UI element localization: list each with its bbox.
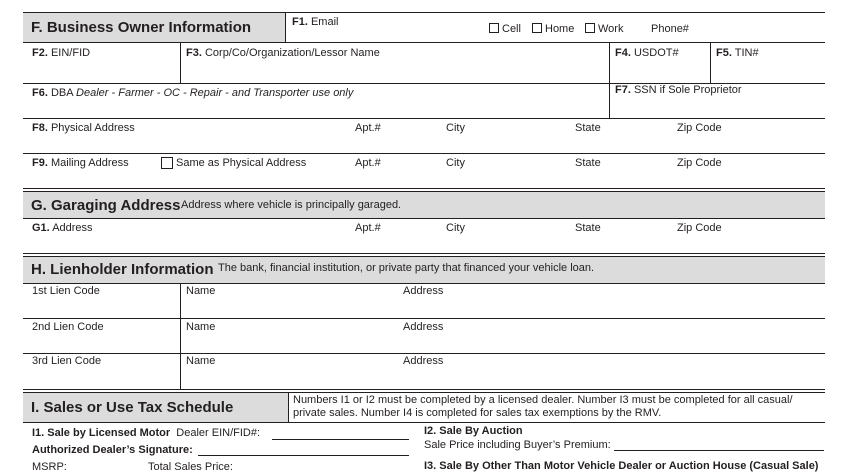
- rule: [23, 353, 825, 354]
- phone-label: Phone#: [651, 23, 689, 35]
- city-label: City: [446, 157, 465, 169]
- msrp-label: MSRP:: [32, 461, 67, 473]
- field-number: F3.: [186, 47, 202, 59]
- checkbox-work[interactable]: [585, 23, 595, 33]
- lien-code-label: 1st Lien Code: [32, 285, 100, 297]
- same-as-physical-label: Same as Physical Address: [176, 157, 307, 169]
- i1-signature-label: Authorized Dealer’s Signature:: [32, 444, 193, 456]
- rule: [23, 422, 825, 423]
- rule: [23, 253, 825, 254]
- phone-home-option[interactable]: [532, 23, 574, 35]
- field-number: F1.: [292, 16, 308, 28]
- section-h-subtitle: The bank, financial institution, or private party that financed your vehicle loan.: [218, 262, 595, 274]
- rule: [609, 42, 610, 118]
- rule: [23, 118, 825, 119]
- field-label: Email: [310, 16, 339, 28]
- checkbox-cell[interactable]: [489, 23, 499, 33]
- lien-name-label: Name: [186, 285, 216, 297]
- dba-label: [32, 87, 353, 99]
- corp-name-label: [186, 47, 380, 59]
- phone-cell-option[interactable]: [489, 23, 521, 35]
- ein-fid-label: [32, 47, 90, 59]
- lien-name-label: Name: [186, 355, 216, 367]
- lien-name-label: Name: [186, 321, 216, 333]
- rule: [180, 42, 181, 83]
- same-as-physical-checkbox[interactable]: [161, 157, 173, 169]
- section-h-title: H. Lienholder Information: [31, 261, 214, 278]
- total-sales-label: Total Sales Price:: [148, 461, 233, 473]
- field-label: Corp/Co/Organization/Lessor Name: [204, 47, 380, 59]
- field-number: F2.: [32, 47, 48, 59]
- email-field[interactable]: [286, 28, 476, 42]
- lien-code-label: 3rd Lien Code: [32, 355, 102, 367]
- lien-address-label: Address: [403, 285, 444, 297]
- field-label: DBA: [50, 87, 73, 99]
- rule: [180, 283, 181, 389]
- rule: [23, 283, 825, 284]
- zip-label: Zip Code: [677, 157, 722, 169]
- field-number: F5.: [716, 47, 732, 59]
- garaging-address-label: [32, 222, 93, 234]
- rule: [710, 42, 711, 83]
- rule: [23, 191, 825, 192]
- rule: [23, 389, 825, 390]
- tin-label: [716, 47, 759, 59]
- state-label: State: [575, 222, 601, 234]
- checkbox-home[interactable]: [532, 23, 542, 33]
- i2-title: I2. Sale By Auction: [424, 425, 523, 437]
- rule: [23, 392, 825, 393]
- i1-line: [32, 427, 260, 439]
- section-i-note: Numbers I1 or I2 must be completed by a licensed dealer. Number I3 must be completed for all casual/ private sales. Number I4 is completed for sales tax exemptions by the RMV.: [293, 394, 793, 419]
- section-g-title: G. Garaging Address: [31, 197, 181, 214]
- rule: [23, 12, 825, 13]
- field-label: Address: [52, 222, 93, 234]
- state-label: State: [575, 122, 601, 134]
- field-label: SSN if Sole Proprietor: [633, 84, 742, 96]
- dealer-ein-field[interactable]: [272, 439, 409, 440]
- field-number: F6.: [32, 87, 48, 99]
- physical-address-label: [32, 122, 135, 134]
- zip-label: Zip Code: [677, 222, 722, 234]
- rule: [288, 392, 289, 422]
- field-number: F9.: [32, 157, 48, 169]
- rule: [23, 256, 825, 257]
- field-number: G1.: [32, 222, 50, 234]
- usdot-label: [615, 47, 679, 59]
- rule: [23, 42, 825, 43]
- rule: [23, 318, 825, 319]
- field-label: TIN#: [734, 47, 759, 59]
- i3-title: I3. Sale By Other Than Motor Vehicle Dealer or Auction House (Casual Sale): [424, 460, 819, 472]
- dealer-signature-field[interactable]: [198, 455, 409, 456]
- city-label: City: [446, 122, 465, 134]
- apt-label: Apt.#: [355, 157, 381, 169]
- lien-address-label: Address: [403, 355, 444, 367]
- zip-label: Zip Code: [677, 122, 722, 134]
- i1-dealer-label: Dealer EIN/FID#:: [176, 427, 261, 439]
- field-number: F8.: [32, 122, 48, 134]
- field-label: USDOT#: [633, 47, 679, 59]
- apt-label: Apt.#: [355, 222, 381, 234]
- section-i-title: I. Sales or Use Tax Schedule: [31, 399, 234, 416]
- state-label: State: [575, 157, 601, 169]
- field-label: EIN/FID: [50, 47, 91, 59]
- rule: [23, 153, 825, 154]
- city-label: City: [446, 222, 465, 234]
- lien-address-label: Address: [403, 321, 444, 333]
- field-number: F4.: [615, 47, 631, 59]
- rule: [23, 188, 825, 189]
- i1-title: I1. Sale by Licensed Motor: [32, 427, 171, 439]
- mailing-address-label: [32, 157, 129, 169]
- apt-label: Apt.#: [355, 122, 381, 134]
- email-label: [292, 16, 338, 28]
- option-label: Work: [598, 23, 624, 35]
- section-g-subtitle: Address where vehicle is principally garaged.: [181, 199, 402, 211]
- section-f-title: F. Business Owner Information: [31, 19, 252, 36]
- dba-note: Dealer - Farmer - OC - Repair - and Transporter use only: [76, 87, 354, 99]
- field-number: F7.: [615, 84, 631, 96]
- field-label: Mailing Address: [50, 157, 129, 169]
- option-label: Cell: [502, 23, 521, 35]
- i2-price-label: Sale Price including Buyer’s Premium:: [424, 439, 611, 451]
- option-label: Home: [545, 23, 575, 35]
- field-label: Physical Address: [50, 122, 135, 134]
- ssn-label: [615, 84, 742, 96]
- rule: [23, 218, 825, 219]
- phone-work-option[interactable]: [585, 23, 623, 35]
- auction-price-field[interactable]: [614, 450, 824, 451]
- lien-code-label: 2nd Lien Code: [32, 321, 104, 333]
